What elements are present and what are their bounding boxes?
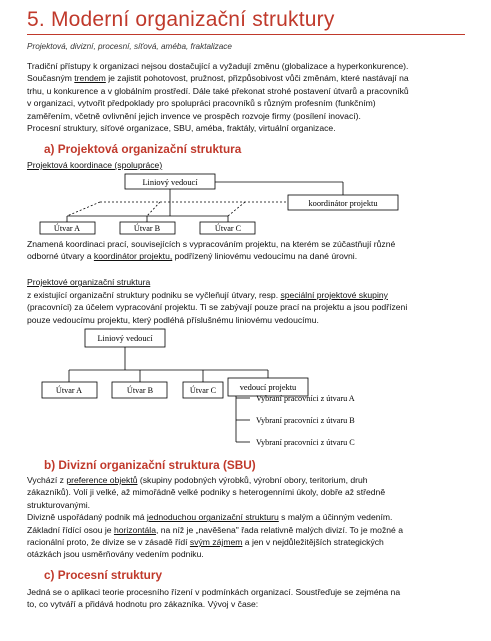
diagram-1-caption: Projektová koordinace (spolupráce) (27, 160, 163, 170)
coordination-line-2 (27, 250, 465, 262)
interest-term: svým zájmem (189, 537, 243, 548)
section-a-heading: a) Projektová organizační struktura (44, 142, 242, 156)
divisional-text: Vychází z (27, 475, 67, 485)
diagram-1-unit-c: Útvar C (214, 224, 242, 233)
divisional-line-2: zákazníků). Volí ji velké, až mimořádně velké podniky s heterogenními úkoly, dobře až středně (27, 487, 386, 498)
simple-structure-term: jednoduchou organizační strukturu (146, 512, 279, 523)
divisional-line-1 (27, 474, 465, 486)
intro-paragraph (27, 60, 465, 134)
diagram-2-caption: Projektové organizační struktura (27, 277, 151, 287)
diagram-2-selected-a: Vybraní pracovníci z útvaru A (256, 394, 355, 403)
diagram-1-unit-b: Útvar B (133, 224, 161, 233)
diagram-1-coordinator-label: koordinátor projektu (308, 199, 378, 208)
divisional-line-6 (27, 536, 465, 548)
process-line-2: to, co vytváří a přidává hodnotu pro zákazníka. Vývoj v čase: (27, 599, 259, 610)
divisional-text: racionální proto, že divize se v zásadě řídí (27, 537, 190, 548)
project-structure-line-3: pouze vedoucímu projektu, který podléhá příslušnému liniovému vedoucímu. (27, 314, 319, 325)
horizontal-term: horizontála (113, 524, 156, 535)
coordination-text: odborné útvary a (27, 251, 94, 262)
process-line-1: Jedná se o aplikaci teorie procesního řízení v podmínkách organizací. Soustřeďuje se zejména na (27, 587, 401, 597)
intro-text: je zajistit pohotovost, pružnost, přizpůsobivost vůči změnám, které nastávají na (105, 73, 409, 84)
trend-term: trendem (74, 73, 106, 84)
coordinator-term: koordinátor projektu, (93, 251, 173, 262)
project-structure-paragraph (27, 289, 465, 326)
project-coordination-diagram (0, 168, 491, 238)
diagram-1-top-label: Liniový vedoucí (142, 178, 198, 187)
coordination-paragraph (27, 238, 465, 263)
diagram-2-top-label: Liniový vedoucí (97, 334, 153, 343)
title-underline (27, 34, 465, 35)
page-title: 5. Moderní organizační struktury (27, 8, 335, 31)
intro-line-2 (27, 72, 465, 84)
project-structure-line-1 (27, 289, 465, 301)
diagram-2-unit-a: Útvar A (55, 386, 83, 395)
intro-line-4: v organizaci, vytvořit předpoklady pro spolupráci pracovníků s různým profesním (funkčním) (27, 98, 376, 109)
divisional-text: s malým a účinným vedením. (278, 512, 393, 523)
preference-term: preference objektů (66, 475, 138, 485)
section-c-heading: c) Procesní struktury (44, 568, 163, 582)
intro-line-6: Procesní struktury, síťové organizace, SBU, améba, fraktály, virtuální organizace. (27, 123, 336, 134)
divisional-text: (skupiny podobných výrobků, výrobní obory, teritorium, druh (137, 475, 368, 485)
diagram-1-unit-a: Útvar A (53, 224, 81, 233)
divisional-line-3: strukturovanými. (27, 499, 91, 510)
divisional-line-5 (27, 524, 465, 536)
intro-line-1: Tradiční přístupy k organizaci nejsou dostačující a vyžadují změnu (globalizace a hyperkonkurence). (27, 61, 409, 71)
divisional-text: Základní řídící osou je (27, 524, 114, 535)
intro-line-5: zaměřením, včetně ovlivnění jejich invence ve prospěch rozvoje firmy (posílení inovací). (27, 110, 361, 121)
intro-line-3: trhu, u konkurence a v globálním prostředí. Dále také překonat strohé postavení útvarů a pracovníků (27, 85, 409, 96)
divisional-line-4 (27, 511, 465, 523)
divisional-paragraph (27, 474, 465, 561)
project-structure-text: z existující organizační struktury podniku se vyčleňují útvary, resp. (27, 290, 281, 300)
coordination-text: podřízený liniovému vedoucímu na dané úrovni. (172, 251, 358, 262)
divisional-line-7: otázkách jsou usměrňovány vedením podniku. (27, 549, 204, 560)
diagram-2-project-head: vedoucí projektu (239, 383, 297, 392)
special-groups-term: speciální projektové skupiny (280, 290, 388, 300)
coordination-line-1: Znamená koordinaci prací, souvisejících s vypracováním projektu, na kterém se zúčastňují různé (27, 239, 396, 249)
diagram-2-selected-c: Vybraní pracovníci z útvaru C (256, 438, 355, 447)
divisional-text: a jen v nejdůležitějších strategických (242, 537, 384, 548)
project-structure-line-2: (pracovníci) za účelem vypracování projektu. Ti se zabývají pouze prací na projektu a jsou podřízeni (27, 302, 408, 313)
page-subtitle: Projektová, divizní, procesní, síťová, améba, fraktalizace (27, 42, 232, 51)
diagram-2-unit-b: Útvar B (126, 386, 154, 395)
diagram-2-unit-c: Útvar C (189, 386, 217, 395)
section-b-heading: b) Divizní organizační struktura (SBU) (44, 458, 256, 472)
diagram-2-selected-b: Vybraní pracovníci z útvaru B (256, 416, 355, 425)
divisional-text: , na níž je „navěšena" řada relativně malých divizí. To je možné a (155, 524, 403, 535)
intro-text: Současným (27, 73, 75, 84)
project-structure-diagram (0, 326, 491, 454)
process-paragraph (27, 586, 465, 611)
divisional-text: Divizně uspořádaný podnik má (27, 512, 147, 523)
